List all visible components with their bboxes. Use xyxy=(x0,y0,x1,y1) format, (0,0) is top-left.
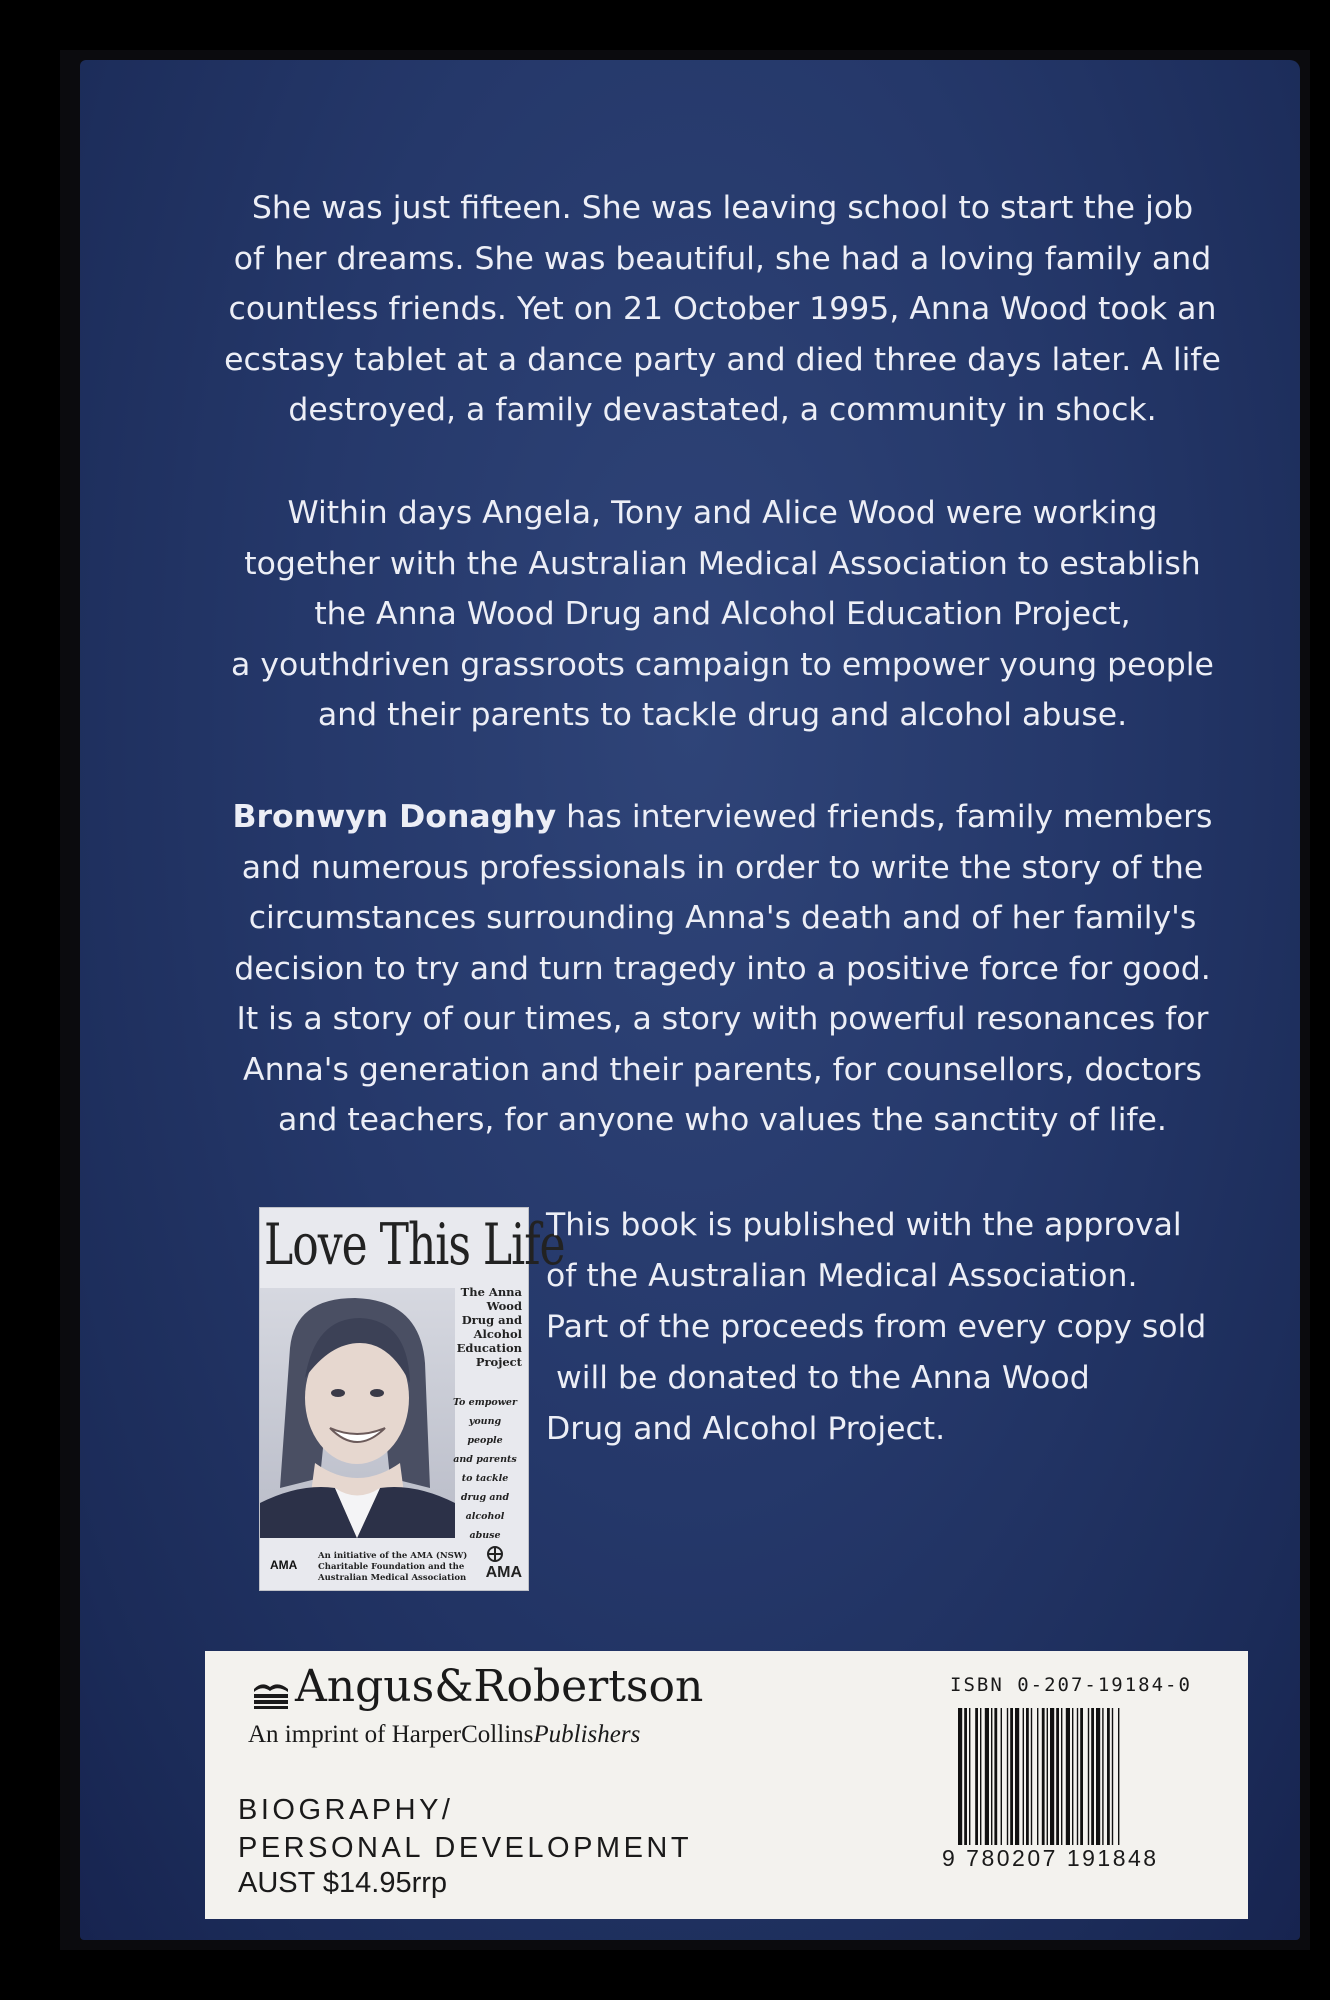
approval-line: Drug and Alcohol Project. xyxy=(546,1411,946,1447)
blurb-line: Within days Angela, Tony and Alice Wood were working xyxy=(287,495,1158,531)
blurb-line: and numerous professionals in order to write the story of the xyxy=(241,849,1204,886)
mini-cover-title: Love This Life xyxy=(264,1212,565,1279)
blurb-line: and their parents to tackle drug and alcohol abuse. xyxy=(317,697,1128,733)
ama-emblem-icon xyxy=(486,1546,504,1562)
blurb-line: ecstasy tablet at a dance party and died three days later. A life xyxy=(224,341,1221,378)
blurb-line: and teachers, for anyone who values the sanctity of life. xyxy=(278,1102,1167,1138)
project-cover-thumbnail xyxy=(259,1207,565,1591)
blurb-line: of her dreams. She was beautiful, she had a loving family and xyxy=(233,240,1212,277)
subtitle-line: Project xyxy=(475,1355,522,1369)
imprint-suffix: Publishers xyxy=(533,1721,641,1748)
approval-line: of the Australian Medical Association. xyxy=(546,1258,1138,1294)
blurb-line: It is a story of our times, a story with powerful resonances for xyxy=(236,1001,1209,1037)
tagline-line: and parents xyxy=(453,1454,517,1465)
approval-notice xyxy=(546,1200,1207,1455)
blurb-line: the Anna Wood Drug and Alcohol Education Project, xyxy=(314,596,1131,632)
ama-nsw-logo: AMA xyxy=(270,1558,298,1572)
blurb-line: a youthdriven grassroots campaign to empower young people xyxy=(231,646,1214,683)
tagline-line: alcohol abuse xyxy=(465,1511,505,1541)
tagline-line: To empower xyxy=(453,1397,517,1408)
approval-line: This book is published with the approval xyxy=(546,1207,1182,1243)
blurb-paragraph-2 xyxy=(140,488,1305,741)
mini-cover-initiative: An initiative of the AMA (NSW) Charitable Foundation and the Australian Medical Association xyxy=(318,1551,468,1583)
publisher-name: Angus&Robertson xyxy=(295,1661,704,1712)
blurb-line: destroyed, a family devastated, a community in shock. xyxy=(288,392,1157,428)
isbn-label: ISBN 0-207-19184-0 xyxy=(950,1674,1192,1696)
blurb-line xyxy=(140,792,1305,843)
tagline-line: young people xyxy=(467,1416,503,1446)
blurb-line: together with the Australian Medical Association to establish xyxy=(244,545,1201,582)
publisher-panel xyxy=(205,1651,1248,1919)
subtitle-line: Drug and Alcohol xyxy=(461,1313,522,1341)
subtitle-line: The Anna Wood xyxy=(460,1285,522,1313)
blurb-line: countless friends. Yet on 21 October 1995, Anna Wood took an xyxy=(228,291,1217,327)
author-name: Bronwyn Donaghy xyxy=(232,799,557,835)
mini-cover-footer xyxy=(260,1542,528,1590)
isbn-barcode xyxy=(958,1708,1206,1858)
barcode-number: 9 780207 191848 xyxy=(942,1845,1159,1871)
ama-logo-text: AMA xyxy=(485,1564,522,1581)
subtitle-line: Education xyxy=(456,1341,522,1355)
category-line: BIOGRAPHY/ xyxy=(238,1794,454,1826)
blurb-line-rest: has interviewed friends, family members xyxy=(556,799,1213,835)
girl-portrait-photo xyxy=(260,1288,455,1538)
mini-cover-subtitle xyxy=(432,1285,522,1369)
imprint-prefix: An imprint of HarperCollins xyxy=(248,1721,534,1748)
blurb-paragraph-3 xyxy=(140,792,1305,1146)
book-category xyxy=(238,1791,692,1867)
category-line: PERSONAL DEVELOPMENT xyxy=(238,1832,693,1864)
blurb-line: circumstances surrounding Anna's death and of her family's xyxy=(248,900,1197,936)
blurb-line: She was just fifteen. She was leaving school to start the job xyxy=(251,190,1194,226)
book-price: AUST $14.95rrp xyxy=(238,1867,448,1899)
mini-cover-tagline xyxy=(450,1393,520,1545)
blurb-paragraph-1 xyxy=(140,183,1305,436)
tagline-line: to tackle xyxy=(461,1473,509,1484)
tagline-line: drug and xyxy=(460,1492,510,1503)
approval-line: will be donated to the Anna Wood xyxy=(546,1360,1090,1396)
approval-line: Part of the proceeds from every copy sold xyxy=(546,1309,1207,1345)
blurb-line: decision to try and turn tragedy into a positive force for good. xyxy=(234,950,1211,987)
publisher-imprint xyxy=(248,1721,640,1749)
blurb-line: Anna's generation and their parents, for counsellors, doctors xyxy=(243,1051,1202,1088)
harpercollins-fire-water-icon xyxy=(252,1681,290,1709)
